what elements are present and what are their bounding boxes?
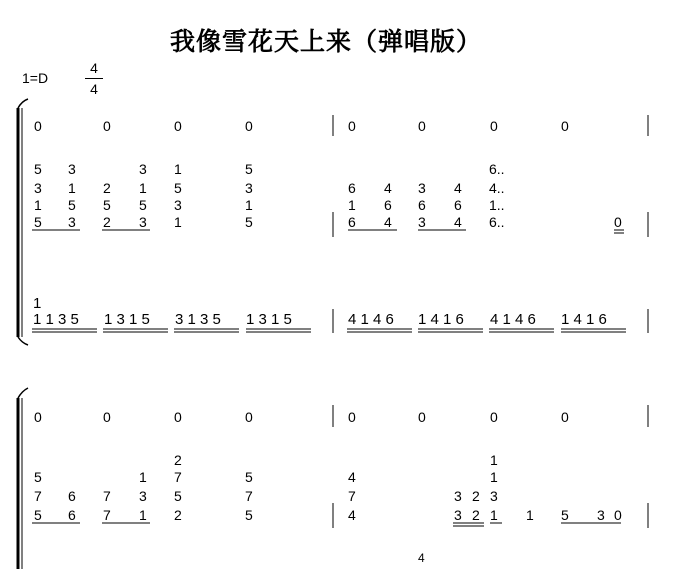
- jianpu-note: 0: [174, 409, 182, 425]
- jianpu-note: 7: [245, 488, 253, 504]
- jianpu-note: 0: [490, 118, 498, 134]
- jianpu-note: 1 4 1 6: [561, 311, 607, 328]
- jianpu-note: 2: [472, 488, 480, 504]
- jianpu-note: 0: [103, 409, 111, 425]
- time-signature-bottom: 4: [85, 78, 103, 99]
- jianpu-note: 3: [418, 214, 426, 230]
- jianpu-note: 1: [174, 214, 182, 230]
- jianpu-note: 2: [472, 507, 480, 523]
- jianpu-note: 1..: [489, 197, 505, 213]
- jianpu-note: 0: [34, 409, 42, 425]
- jianpu-note: 4: [454, 180, 462, 196]
- jianpu-note: 1: [139, 507, 147, 523]
- jianpu-note: 1: [490, 452, 498, 468]
- jianpu-note: 4: [348, 507, 356, 523]
- jianpu-note: 3: [139, 488, 147, 504]
- jianpu-note: 5: [34, 214, 42, 230]
- jianpu-note: 4: [348, 469, 356, 485]
- jianpu-note: 7: [103, 488, 111, 504]
- jianpu-note: 5: [245, 507, 253, 523]
- jianpu-note: 5: [139, 197, 147, 213]
- jianpu-note: 7: [34, 488, 42, 504]
- jianpu-note: 1: [68, 180, 76, 196]
- jianpu-note: 0: [348, 118, 356, 134]
- jianpu-note: 3 1 3 5: [175, 311, 221, 328]
- jianpu-note: 6..: [489, 214, 505, 230]
- jianpu-note: 4: [384, 214, 392, 230]
- jianpu-note: 0: [174, 118, 182, 134]
- jianpu-note: 3: [139, 214, 147, 230]
- jianpu-note: 5: [34, 161, 42, 177]
- jianpu-note: 2: [174, 452, 182, 468]
- jianpu-note: 0: [34, 118, 42, 134]
- jianpu-note: 3: [454, 488, 462, 504]
- jianpu-note: 4 1 4 6: [490, 311, 536, 328]
- jianpu-note: 3: [418, 180, 426, 196]
- jianpu-note: 1: [139, 180, 147, 196]
- page-number: 4: [418, 551, 425, 565]
- jianpu-note: 0: [490, 409, 498, 425]
- jianpu-note: 3: [139, 161, 147, 177]
- jianpu-note: 0: [418, 118, 426, 134]
- jianpu-note: 5: [34, 469, 42, 485]
- jianpu-note: 1: [490, 469, 498, 485]
- jianpu-note: 7: [348, 488, 356, 504]
- jianpu-note: 6: [348, 180, 356, 196]
- jianpu-note: 7: [174, 469, 182, 485]
- jianpu-note: 5: [174, 180, 182, 196]
- system-brace: [18, 337, 28, 345]
- jianpu-note: 6..: [489, 161, 505, 177]
- jianpu-note: 3: [454, 507, 462, 523]
- key-signature: 1=D: [22, 70, 49, 86]
- jianpu-note: 0: [614, 507, 622, 523]
- jianpu-note: 7: [103, 507, 111, 523]
- jianpu-note: 1: [490, 507, 498, 523]
- jianpu-note: 4: [384, 180, 392, 196]
- jianpu-note: 3: [245, 180, 253, 196]
- jianpu-note: 1: [33, 295, 42, 312]
- jianpu-note: 5: [174, 488, 182, 504]
- jianpu-note: 1: [34, 197, 42, 213]
- jianpu-note: 1: [526, 507, 534, 523]
- jianpu-note: 0: [245, 409, 253, 425]
- jianpu-note: 1 1 3 5: [33, 311, 79, 328]
- jianpu-note: 3: [597, 507, 605, 523]
- jianpu-note: 0: [561, 409, 569, 425]
- jianpu-note: 0: [561, 118, 569, 134]
- jianpu-note: 2: [103, 214, 111, 230]
- jianpu-note: 6: [454, 197, 462, 213]
- jianpu-note: 1: [245, 197, 253, 213]
- jianpu-note: 4 1 4 6: [348, 311, 394, 328]
- jianpu-note: 5: [103, 197, 111, 213]
- jianpu-note: 0: [418, 409, 426, 425]
- jianpu-note: 4: [454, 214, 462, 230]
- jianpu-note: 2: [103, 180, 111, 196]
- time-signature-top: 4: [90, 60, 98, 76]
- jianpu-note: 1 3 1 5: [104, 311, 150, 328]
- jianpu-note: 5: [245, 161, 253, 177]
- jianpu-note: 0: [103, 118, 111, 134]
- jianpu-note: 3: [34, 180, 42, 196]
- jianpu-note: 5: [245, 214, 253, 230]
- jianpu-note: 1: [174, 161, 182, 177]
- jianpu-note: 6: [384, 197, 392, 213]
- jianpu-note: 5: [68, 197, 76, 213]
- jianpu-note: 6: [68, 488, 76, 504]
- jianpu-note: 6: [418, 197, 426, 213]
- jianpu-note: 5: [34, 507, 42, 523]
- jianpu-note: 1 3 1 5: [246, 311, 292, 328]
- jianpu-note: 0: [614, 214, 622, 230]
- jianpu-note: 1 4 1 6: [418, 311, 464, 328]
- jianpu-note: 0: [245, 118, 253, 134]
- jianpu-note: 5: [561, 507, 569, 523]
- system-brace: [18, 99, 28, 108]
- jianpu-note: 3: [490, 488, 498, 504]
- jianpu-note: 0: [348, 409, 356, 425]
- jianpu-note: 3: [68, 161, 76, 177]
- jianpu-note: 2: [174, 507, 182, 523]
- jianpu-note: 4..: [489, 180, 505, 196]
- jianpu-note: 1: [348, 197, 356, 213]
- jianpu-note: 3: [174, 197, 182, 213]
- jianpu-note: 5: [245, 469, 253, 485]
- system-brace: [18, 388, 28, 398]
- jianpu-note: 1: [139, 469, 147, 485]
- jianpu-note: 6: [68, 507, 76, 523]
- jianpu-note: 3: [68, 214, 76, 230]
- score-title: 我像雪花天上来（弹唱版）: [169, 27, 482, 56]
- jianpu-note: 6: [348, 214, 356, 230]
